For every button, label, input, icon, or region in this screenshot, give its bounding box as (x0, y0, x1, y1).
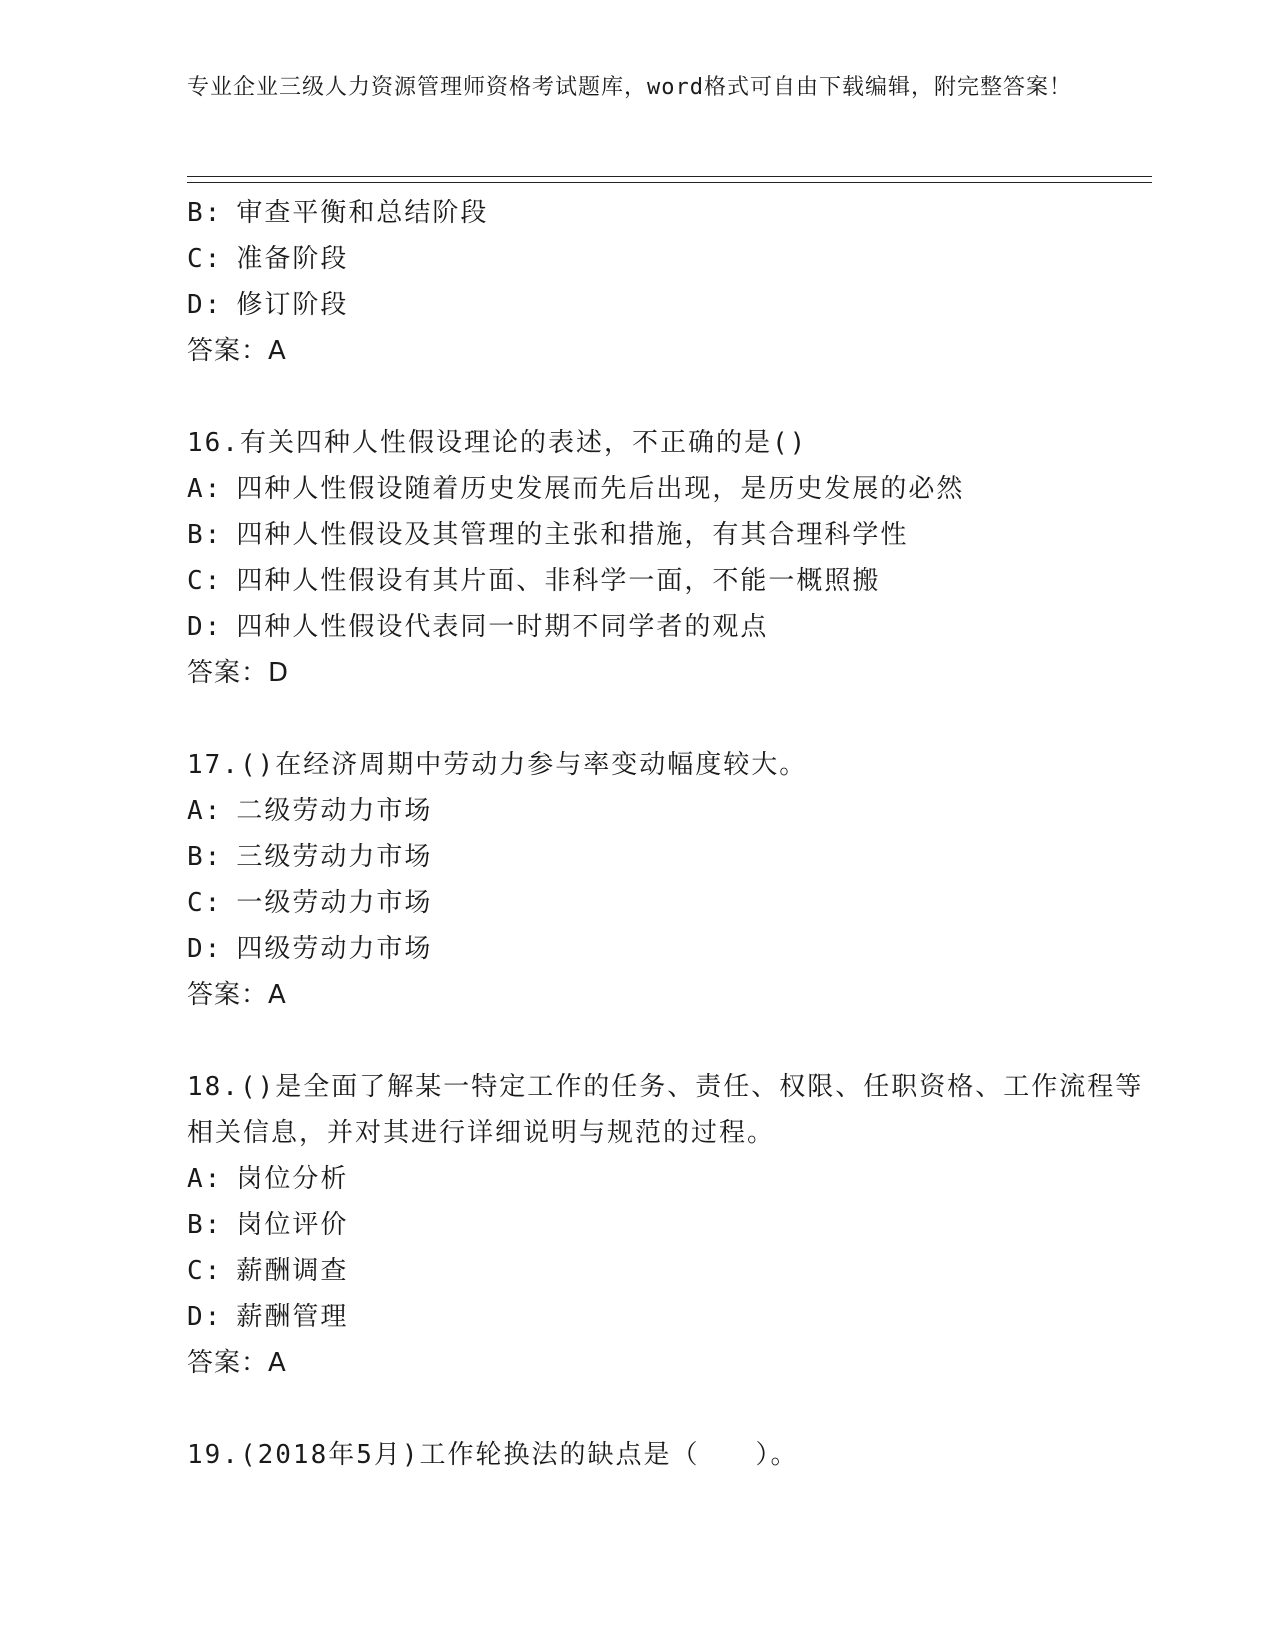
option-label: B: (187, 198, 223, 228)
question-text: 18.()是全面了解某一特定工作的任务、责任、权限、任职资格、工作流程等相关信息，并对其进行详细说明与规范的过程。 (187, 1072, 1144, 1148)
option-text: 四级劳动力市场 (236, 934, 433, 964)
option-b (187, 1202, 1147, 1248)
option-d (187, 926, 1147, 972)
option-a (187, 788, 1147, 834)
option-label: B: (187, 520, 223, 550)
option-label: A: (187, 474, 223, 504)
answer-line: 答案：A (187, 1348, 287, 1378)
spacer (187, 696, 1147, 742)
option-label: C: (187, 888, 223, 918)
option-label: D: (187, 612, 223, 642)
option-text: 岗位分析 (236, 1164, 349, 1194)
question-text: 16.有关四种人性假设理论的表述，不正确的是() (187, 428, 808, 458)
continued-question (187, 190, 1147, 374)
header-divider-bottom (187, 182, 1152, 183)
option-text: 四种人性假设及其管理的主张和措施，有其合理科学性 (236, 520, 909, 550)
option-text: 准备阶段 (236, 244, 349, 274)
question-18 (187, 1064, 1147, 1386)
question-19 (187, 1432, 1147, 1478)
option-c (187, 1248, 1147, 1294)
question-17 (187, 742, 1147, 1018)
header-divider-top (187, 176, 1152, 177)
option-text: 四种人性假设随着历史发展而先后出现，是历史发展的必然 (236, 474, 965, 504)
question-content (187, 190, 1147, 1478)
option-d (187, 282, 1147, 328)
answer-line: 答案：A (187, 336, 287, 366)
option-label: C: (187, 566, 223, 596)
option-text: 四种人性假设有其片面、非科学一面，不能一概照搬 (236, 566, 881, 596)
option-text: 岗位评价 (236, 1210, 349, 1240)
option-text: 修订阶段 (236, 290, 349, 320)
document-header: 专业企业三级人力资源管理师资格考试题库，word格式可自由下载编辑，附完整答案！ (187, 75, 1072, 100)
spacer (187, 374, 1147, 420)
option-label: B: (187, 842, 223, 872)
option-a (187, 1156, 1147, 1202)
option-label: A: (187, 796, 223, 826)
option-label: D: (187, 290, 223, 320)
option-label: C: (187, 244, 223, 274)
option-b (187, 834, 1147, 880)
option-text: 一级劳动力市场 (236, 888, 433, 918)
answer-line: 答案：D (187, 658, 290, 688)
option-text: 审查平衡和总结阶段 (236, 198, 489, 228)
option-text: 薪酬管理 (236, 1302, 349, 1332)
question-text: 17.()在经济周期中劳动力参与率变动幅度较大。 (187, 750, 808, 780)
option-text: 二级劳动力市场 (236, 796, 433, 826)
option-label: C: (187, 1256, 223, 1286)
option-d (187, 604, 1147, 650)
spacer (187, 1018, 1147, 1064)
option-c (187, 880, 1147, 926)
spacer (187, 1386, 1147, 1432)
option-d (187, 1294, 1147, 1340)
option-b (187, 512, 1147, 558)
question-16 (187, 420, 1147, 696)
option-c (187, 236, 1147, 282)
option-label: D: (187, 1302, 223, 1332)
option-label: A: (187, 1164, 223, 1194)
option-a (187, 466, 1147, 512)
option-label: D: (187, 934, 223, 964)
option-c (187, 558, 1147, 604)
question-text: 19.(2018年5月)工作轮换法的缺点是（ ）。 (187, 1440, 799, 1470)
option-text: 三级劳动力市场 (236, 842, 433, 872)
option-text: 四种人性假设代表同一时期不同学者的观点 (236, 612, 769, 642)
option-b (187, 190, 1147, 236)
option-text: 薪酬调查 (236, 1256, 349, 1286)
option-label: B: (187, 1210, 223, 1240)
answer-line: 答案：A (187, 980, 287, 1010)
